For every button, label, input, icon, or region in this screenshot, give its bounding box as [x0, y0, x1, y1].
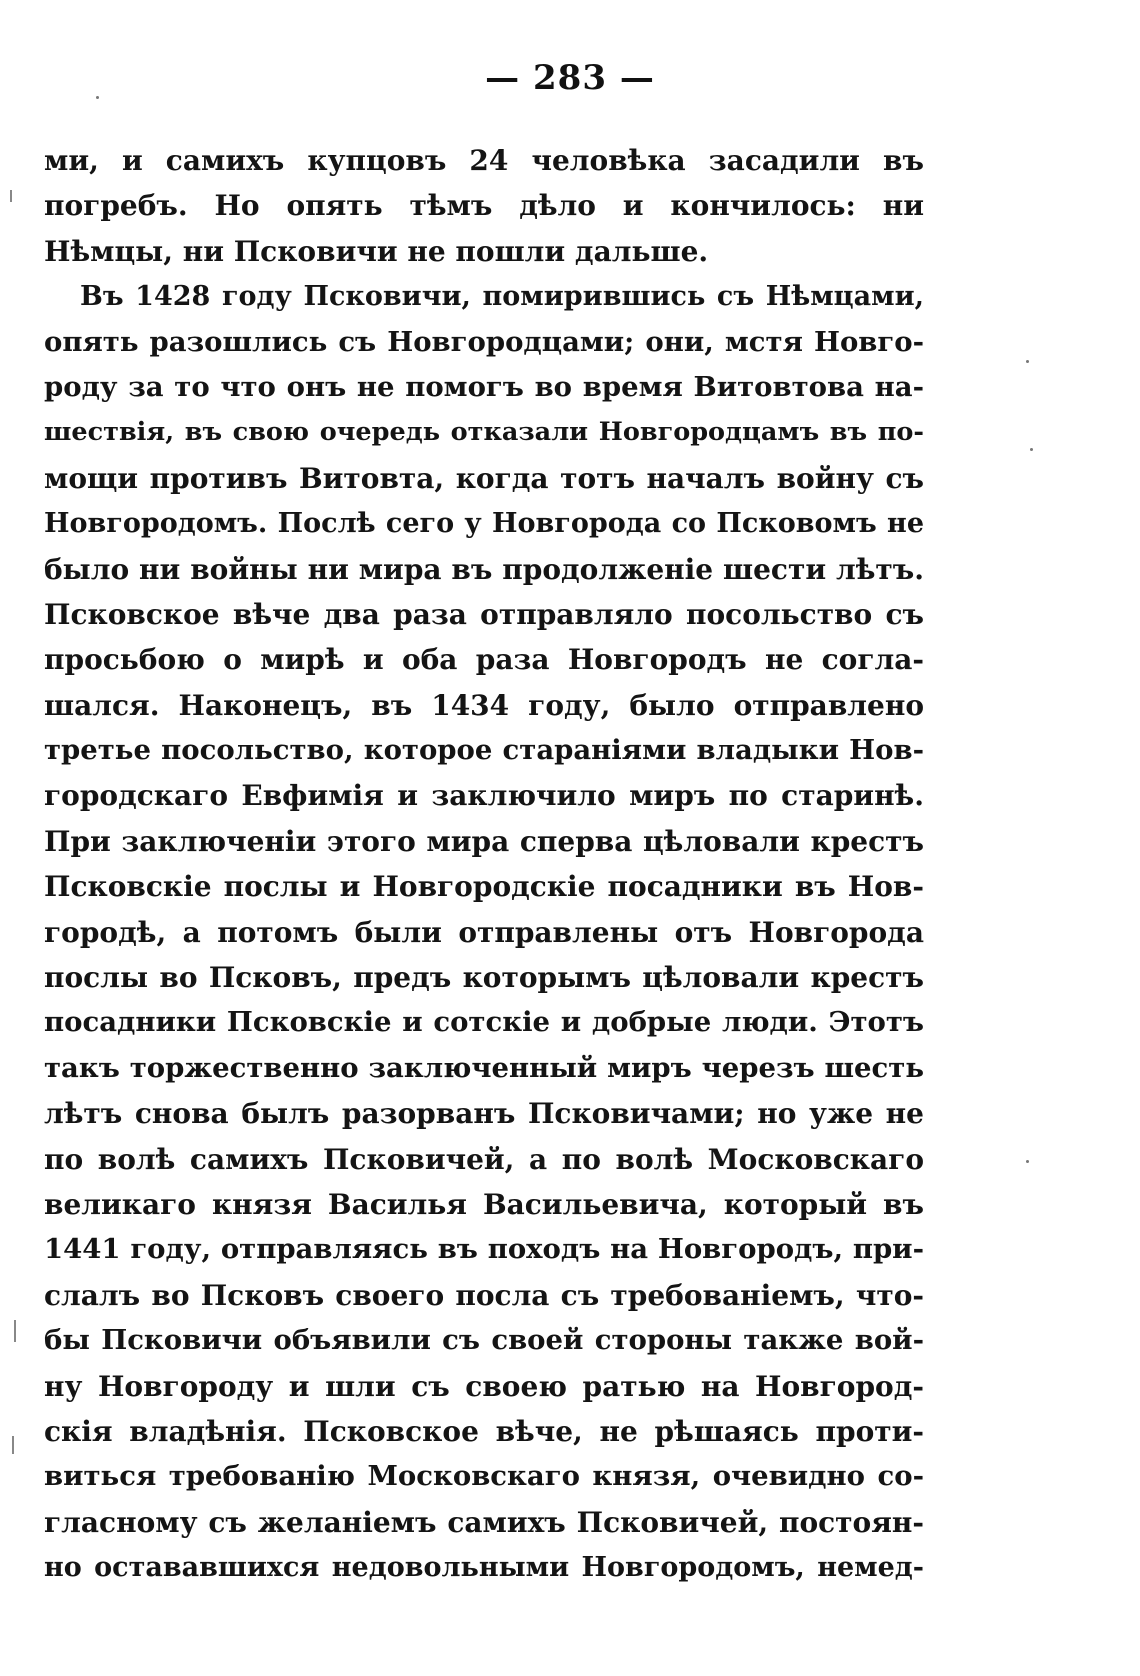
text-line: такъ торжественно заключенный миръ черезъ шесть	[44, 1051, 924, 1084]
text-line: просьбою о мирѣ и оба раза Новгородъ не согла-	[44, 643, 924, 677]
text-line: ну Новгороду и шли съ своею ратью на Новгород-	[44, 1369, 924, 1403]
text-line: третье посольство, которое стараніями владыки Нов-	[44, 734, 924, 767]
text-line: виться требованію Московскаго князя, очевидно со-	[44, 1460, 924, 1493]
scan-speck	[1030, 448, 1033, 451]
text-line: послы во Псковъ, предъ которымъ цѣловали крестъ	[44, 961, 924, 995]
text-line: бы Псковичи объявили съ своей стороны также вой-	[44, 1324, 924, 1357]
text-line: городскаго Евфимія и заключило миръ по старинѣ.	[44, 779, 924, 813]
text-line: ми, и самихъ купцовъ 24 человѣка засадили въ	[44, 144, 924, 177]
scan-margin-mark	[12, 1436, 14, 1454]
text-line: Псковскіе послы и Новгородскіе посадники въ Нов-	[44, 870, 924, 904]
text-line: Нѣмцы, ни Псковичи не пошли дальше.	[44, 234, 709, 268]
text-line: но остававшихся недовольными Новгородомъ, немед-	[44, 1552, 924, 1584]
scan-speck	[1026, 360, 1029, 363]
scan-speck	[1026, 1160, 1029, 1163]
text-line: городѣ, а потомъ были отправлены отъ Новгорода	[44, 915, 924, 949]
text-line: гласному съ желаніемъ самихъ Псковичей, постоян-	[44, 1505, 924, 1539]
text-line: по волѣ самихъ Псковичей, а по волѣ Московскаго	[44, 1142, 924, 1176]
text-line: При заключеніи этого мира сперва цѣловали крестъ	[44, 824, 924, 858]
text-line: роду за то что онъ не помогъ во время Витовтова на-	[44, 370, 924, 403]
page-number: — 283 —	[485, 58, 655, 98]
text-line: Псковское вѣче два раза отправляло посольство съ	[44, 597, 924, 631]
text-line: скія владѣнія. Псковское вѣче, не рѣшаясь проти-	[44, 1414, 924, 1448]
text-line: опять разошлись съ Новгородцами; они, мстя Новго-	[44, 325, 924, 358]
scan-margin-mark	[10, 190, 12, 202]
text-line: великаго князя Василья Васильевича, который въ	[44, 1187, 924, 1221]
text-line: погребъ. Но опять тѣмъ дѣло и кончилось: ни	[44, 189, 924, 223]
text-line: посадники Псковскіе и сотскіе и добрые люди. Этотъ	[44, 1006, 924, 1039]
text-line: 1441 году, отправляясь въ походъ на Новгородъ, при-	[44, 1233, 924, 1266]
text-line: шествія, въ свою очередь отказали Новгородцамъ въ по-	[44, 417, 924, 448]
text-line: слалъ во Псковъ своего посла съ требованіемъ, что-	[44, 1278, 924, 1312]
text-line: Въ 1428 году Псковичи, помирившись съ Нѣмцами,	[80, 281, 924, 313]
text-line: шался. Наконецъ, въ 1434 году, было отправлено	[44, 688, 924, 722]
text-line: мощи противъ Витовта, когда тотъ началъ войну съ	[44, 461, 924, 495]
text-line: лѣтъ снова былъ разорванъ Псковичами; но уже не	[44, 1097, 924, 1131]
text-line: было ни войны ни мира въ продолженіе шести лѣтъ.	[44, 552, 924, 586]
scan-margin-mark	[14, 1320, 16, 1342]
text-line: Новгородомъ. Послѣ сего у Новгорода со Псковомъ не	[44, 508, 924, 540]
scan-speck	[96, 96, 99, 99]
body-text	[44, 138, 924, 1591]
